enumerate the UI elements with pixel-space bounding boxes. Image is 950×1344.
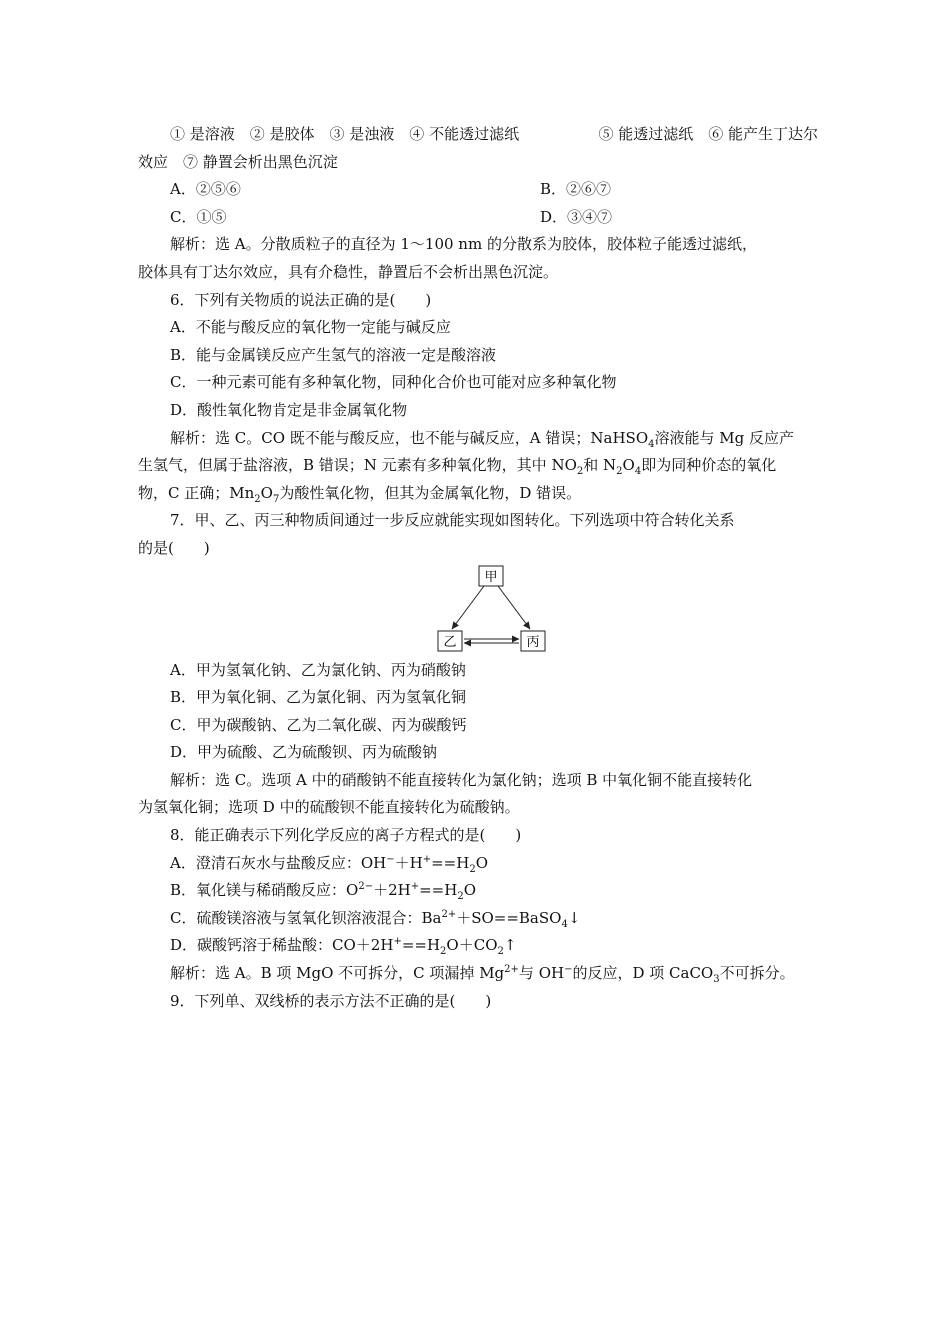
q8-option-b — [138, 877, 818, 905]
q5-analysis-line-2: 胶体具有丁达尔效应，具有介稳性，静置后不会析出黑色沉淀。 — [138, 262, 559, 281]
text-run: O＋CO — [446, 936, 498, 955]
q6-option-d: D．酸性氧化物肯定是非金属氧化物 — [170, 400, 408, 419]
q5-option-d: D．③④⑦ — [540, 207, 613, 226]
subscript: 2 — [576, 466, 584, 478]
q5-option-b: B．②⑥⑦ — [540, 180, 612, 199]
q5-option-a: A．②⑤⑥ — [170, 180, 241, 199]
q5-analysis-line-1: 解析：选 A。分散质粒子的直径为 1～100 nm 的分散系为胶体，胶体粒子能透过滤纸， — [170, 235, 757, 254]
superscript: 2− — [358, 881, 374, 893]
subscript: 2 — [497, 946, 504, 958]
arrow-top-to-right — [498, 586, 530, 629]
text-run: 溶液能与 Mg 反应产 — [654, 428, 794, 447]
text-run: ↓ — [567, 908, 581, 927]
q9-stem: 9．下列单、双线桥的表示方法不正确的是( ) — [170, 991, 492, 1010]
text-run: C．硫酸镁溶液与氢氧化钡溶液混合：Ba — [170, 908, 442, 927]
q6-option-a: A．不能与酸反应的氧化物一定能与碱反应 — [170, 318, 451, 337]
subscript: 7 — [272, 493, 280, 505]
q7-option-d: D．甲为硫酸、乙为硫酸钡、丙为硫酸钠 — [170, 743, 438, 762]
q8-option-c — [138, 905, 818, 933]
subscript: 2 — [616, 466, 623, 478]
node-label-right: 丙 — [526, 634, 540, 650]
subscript: 2 — [469, 863, 476, 875]
arrow-top-to-left — [452, 586, 484, 629]
text-run: ==H — [401, 936, 441, 955]
text-run: O — [463, 881, 476, 900]
q7-option-c: C．甲为碳酸钠、乙为二氧化碳、丙为碳酸钙 — [170, 715, 467, 734]
q6-analysis-line-3 — [138, 480, 818, 508]
superscript: + — [410, 881, 420, 893]
text-run: 的反应，D 项 CaCO — [572, 964, 714, 983]
text-run: 不可拆分。 — [719, 964, 795, 983]
q5-statements-line-2: 效应 ⑦ 静置会析出黑色沉淀 — [138, 152, 338, 171]
text-run: 即为同种价态的氧化 — [641, 456, 777, 475]
subscript: 3 — [713, 974, 720, 986]
text-run: O — [475, 853, 488, 872]
text-run: O — [622, 456, 635, 475]
q5-option-c: C．①⑤ — [170, 207, 227, 226]
text-run: 物，C 正确；Mn — [138, 483, 255, 502]
q7-option-b: B．甲为氧化铜、乙为氯化铜、丙为氢氧化铜 — [170, 688, 467, 707]
q6-stem: 6．下列有关物质的说法正确的是( ) — [170, 290, 432, 309]
text-run: ==H — [419, 881, 458, 900]
q8-analysis — [138, 960, 818, 988]
subscript: 4 — [648, 438, 655, 450]
text-run: B．氧化镁与稀硝酸反应：O — [170, 881, 359, 900]
node-label-top: 甲 — [484, 569, 498, 585]
q7-stem-line-1: 7．甲、乙、丙三种物质间通过一步反应就能实现如图转化。下列选项中符合转化关系 — [170, 511, 735, 530]
q7-option-a: A．甲为氢氧化钠、乙为氯化钠、丙为硝酸钠 — [170, 660, 466, 679]
subscript: 2 — [440, 946, 447, 958]
text-run: 与 OH — [518, 964, 565, 983]
conversion-diagram-svg — [437, 565, 547, 655]
text-run: O — [260, 483, 273, 502]
text-run: 生氢气，但属于盐溶液，B 错误；N 元素有多种氧化物，其中 NO — [138, 456, 577, 475]
text-run: ↑ — [503, 936, 517, 955]
superscript: 2+ — [441, 908, 457, 920]
text-run: A．澄清石灰水与盐酸反应：OH — [170, 853, 387, 872]
subscript: 4 — [561, 918, 568, 930]
subscript: 2 — [457, 891, 464, 903]
superscript: 2+ — [504, 964, 519, 976]
q6-option-b: B．能与金属镁反应产生氢气的溶液一定是酸溶液 — [170, 345, 497, 364]
q5-options-row-2 — [138, 204, 818, 232]
q7-stem-line-2: 的是( ) — [138, 538, 210, 557]
superscript: − — [564, 964, 573, 976]
node-label-left: 乙 — [443, 634, 457, 650]
q7-analysis-line-1: 解析：选 C。选项 A 中的硝酸钠不能直接转化为氯化钠；选项 B 中氧化铜不能直接转化 — [170, 770, 753, 789]
subscript: 4 — [634, 466, 642, 478]
text-run: 解析：选 A。B 项 MgO 不可拆分，C 项漏掉 Mg — [170, 964, 505, 983]
q6-analysis-line-2 — [138, 452, 818, 480]
superscript: + — [422, 853, 432, 865]
text-run: ==H — [431, 853, 470, 872]
q8-stem: 8．能正确表示下列化学反应的离子方程式的是( ) — [170, 826, 522, 845]
text-run: 和 N — [583, 456, 617, 475]
text-run: 解析：选 C。CO 既不能与酸反应，也不能与碱反应，A 错误；NaHSO — [170, 428, 649, 447]
q7-analysis-line-2: 为氢氧化铜；选项 D 中的硫酸钡不能直接转化为硫酸钠。 — [138, 798, 520, 817]
superscript: − — [386, 853, 395, 865]
q5-options-row-1 — [138, 176, 818, 204]
text-run: ＋SO==BaSO — [456, 908, 562, 927]
text-run: ＋H — [394, 853, 423, 872]
superscript: + — [393, 936, 402, 948]
q7-conversion-diagram — [138, 563, 818, 657]
q5-statements-part-b: ⑤ 能透过滤纸 ⑥ 能产生丁达尔 — [598, 125, 818, 143]
q8-option-d — [138, 932, 818, 960]
text-run: ＋2H — [373, 881, 411, 900]
q6-analysis-line-1 — [138, 425, 818, 453]
q5-statements-line-1 — [138, 121, 818, 149]
document-content — [138, 121, 818, 1015]
subscript: 2 — [254, 493, 261, 505]
q6-option-c: C．一种元素可能有多种氧化物，同种化合价也可能对应多种氧化物 — [170, 373, 617, 392]
q8-option-a — [138, 850, 818, 878]
q5-statements-part-a: ① 是溶液 ② 是胶体 ③ 是浊液 ④ 不能透过滤纸 — [170, 125, 520, 143]
text-run: 为酸性氧化物，但其为金属氧化物，D 错误。 — [279, 483, 582, 502]
text-run: D．碳酸钙溶于稀盐酸：CO＋2H — [170, 936, 394, 955]
